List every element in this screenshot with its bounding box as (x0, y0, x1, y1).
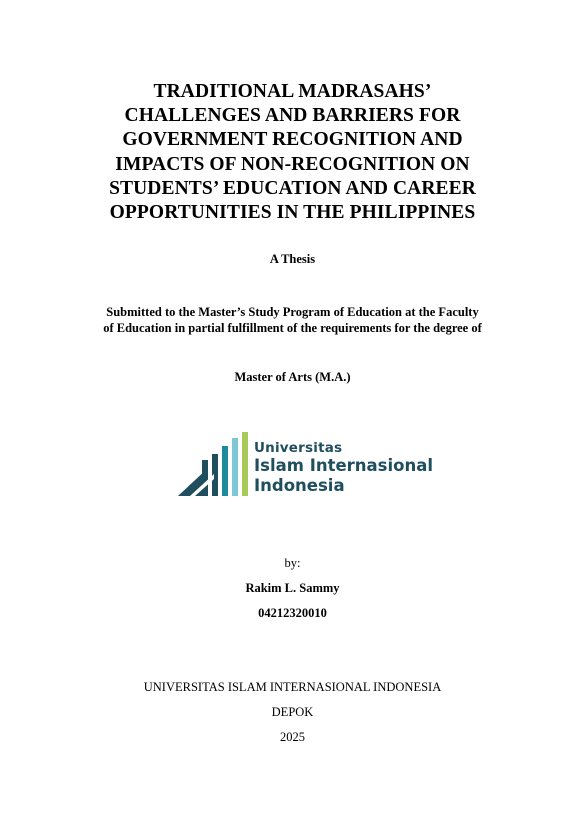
university-emblem-icon (178, 432, 250, 498)
university-name: UNIVERSITAS ISLAM INTERNASIONAL INDONESIA (143, 680, 442, 694)
year: 2025 (280, 730, 305, 744)
degree-label: Master of Arts (M.A.) (234, 370, 351, 384)
title-line: TRADITIONAL MADRASAHS’ (153, 81, 432, 102)
student-id: 04212320010 (258, 606, 327, 620)
thesis-type-label: A Thesis (269, 252, 316, 266)
thesis-title (40, 80, 545, 225)
logo-text-line: Islam Internasional (254, 456, 434, 475)
logo-text-line: Universitas (254, 440, 343, 456)
title-line: STUDENTS’ EDUCATION AND CAREER (109, 177, 476, 199)
title-line: GOVERNMENT RECOGNITION AND (122, 129, 463, 151)
university-logo (178, 432, 440, 498)
title-line: OPPORTUNITIES IN THE PHILIPPINES (109, 202, 476, 224)
by-label: by: (284, 556, 301, 570)
author-name: Rakim L. Sammy (245, 581, 340, 595)
logo-wordmark (254, 440, 433, 496)
logo-text-line: Indonesia (254, 476, 345, 495)
title-line: IMPACTS OF NON-RECOGNITION ON (115, 153, 470, 175)
submission-statement (40, 304, 545, 336)
title-line: CHALLENGES AND BARRIERS FOR (124, 105, 461, 127)
city-name: DEPOK (271, 705, 314, 719)
submission-line: Submitted to the Master’s Study Program of Education at the Faculty (106, 305, 479, 319)
submission-line: of Education in partial fulfillment of the requirements for the degree of (103, 321, 482, 335)
